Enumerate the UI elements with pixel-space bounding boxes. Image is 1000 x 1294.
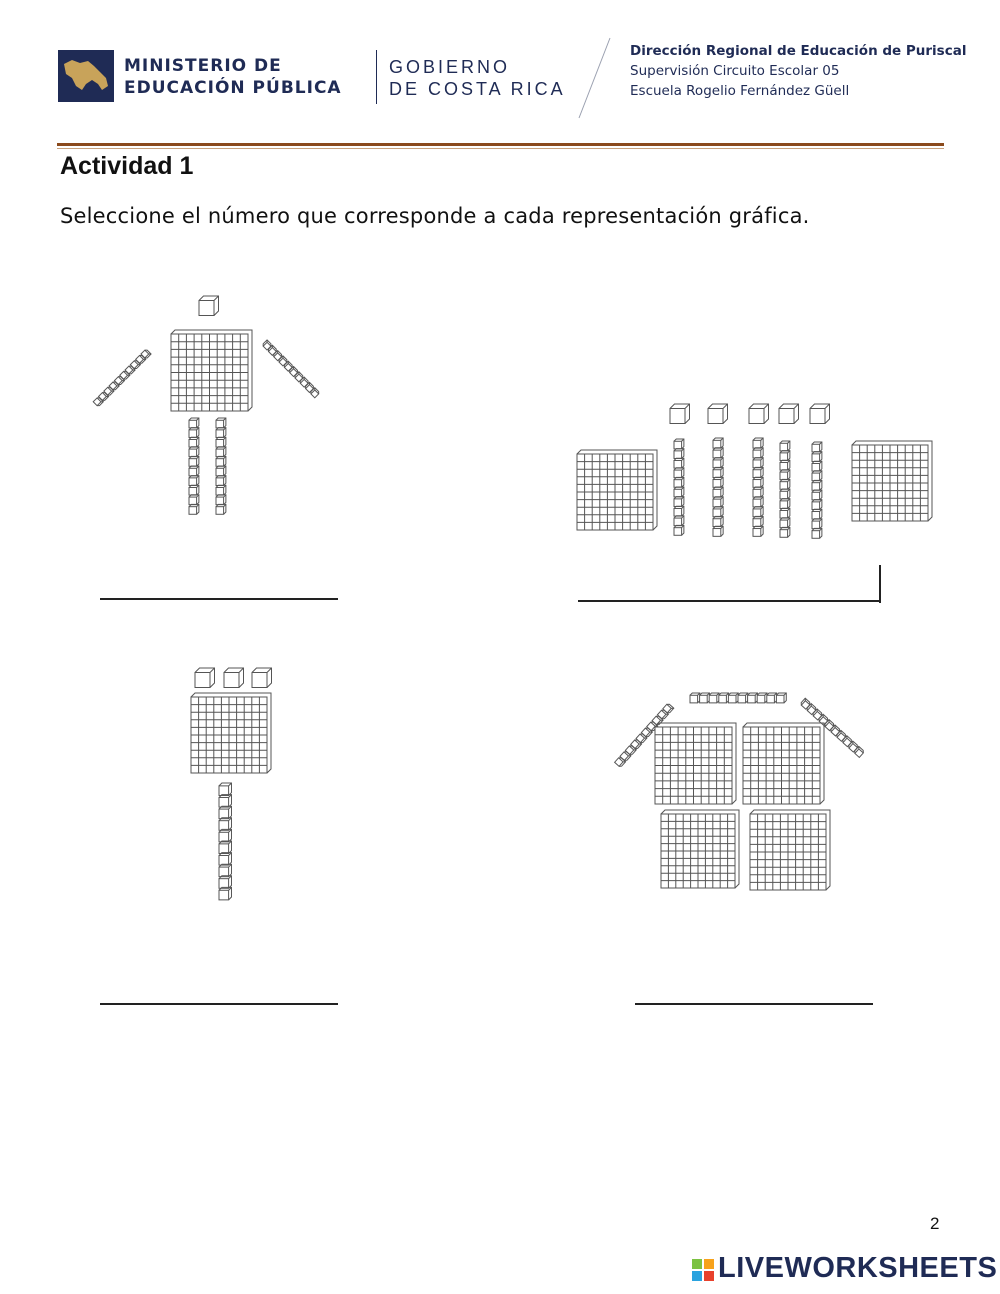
- answer-line-1[interactable]: [100, 598, 338, 600]
- unit-cube: [749, 404, 769, 424]
- circuit-supervision: Supervisión Circuito Escolar 05: [630, 63, 840, 79]
- government-line1: GOBIERNO: [389, 57, 511, 77]
- answer-line-2-cursor: [879, 565, 881, 603]
- unit-cube: [708, 404, 728, 424]
- unit-cube: [195, 668, 215, 688]
- ten-rod: [780, 441, 790, 537]
- liveworksheets-logo-icon: [692, 1259, 714, 1281]
- page-number: 2: [930, 1214, 940, 1233]
- ten-rod: [262, 340, 320, 398]
- ten-rod: [216, 418, 226, 514]
- school-name: Escuela Rogelio Fernández Güell: [630, 83, 850, 99]
- liveworksheets-brand: LIVEWORKSHEETS: [718, 1252, 998, 1284]
- ten-rod: [690, 693, 786, 703]
- ten-rod: [674, 439, 684, 535]
- hundred-flat: [171, 330, 252, 411]
- activity-title: Actividad 1: [60, 152, 194, 180]
- government-line2: DE COSTA RICA: [389, 79, 566, 99]
- ten-rod: [189, 418, 199, 514]
- ten-rod: [713, 438, 723, 536]
- ten-rod: [812, 442, 822, 538]
- unit-cube: [252, 668, 272, 688]
- unit-cube: [224, 668, 244, 688]
- ten-rod: [93, 349, 151, 407]
- unit-cube: [810, 404, 830, 424]
- hundred-flat: [750, 810, 830, 890]
- ten-rod: [219, 783, 231, 900]
- ministry-name-line1: MINISTERIO DE: [124, 56, 282, 76]
- ministry-name-line2: EDUCACIÓN PÚBLICA: [124, 78, 342, 98]
- answer-line-3[interactable]: [100, 1003, 338, 1005]
- activity-instruction: Seleccione el número que corresponde a cada representación gráfica.: [60, 204, 810, 228]
- hundred-flat: [743, 723, 824, 804]
- regional-direction: Dirección Regional de Educación de Puriscal: [630, 43, 967, 59]
- hundred-flat: [191, 693, 271, 773]
- hundred-flat: [577, 450, 657, 530]
- unit-cube: [670, 404, 690, 424]
- answer-line-4[interactable]: [635, 1003, 873, 1005]
- hundred-flat: [655, 723, 736, 804]
- answer-line-2[interactable]: [578, 600, 880, 602]
- ten-rod: [753, 438, 763, 536]
- hundred-flat: [852, 441, 932, 521]
- hundred-flat: [661, 810, 739, 888]
- unit-cube: [779, 404, 799, 424]
- unit-cube: [199, 296, 219, 316]
